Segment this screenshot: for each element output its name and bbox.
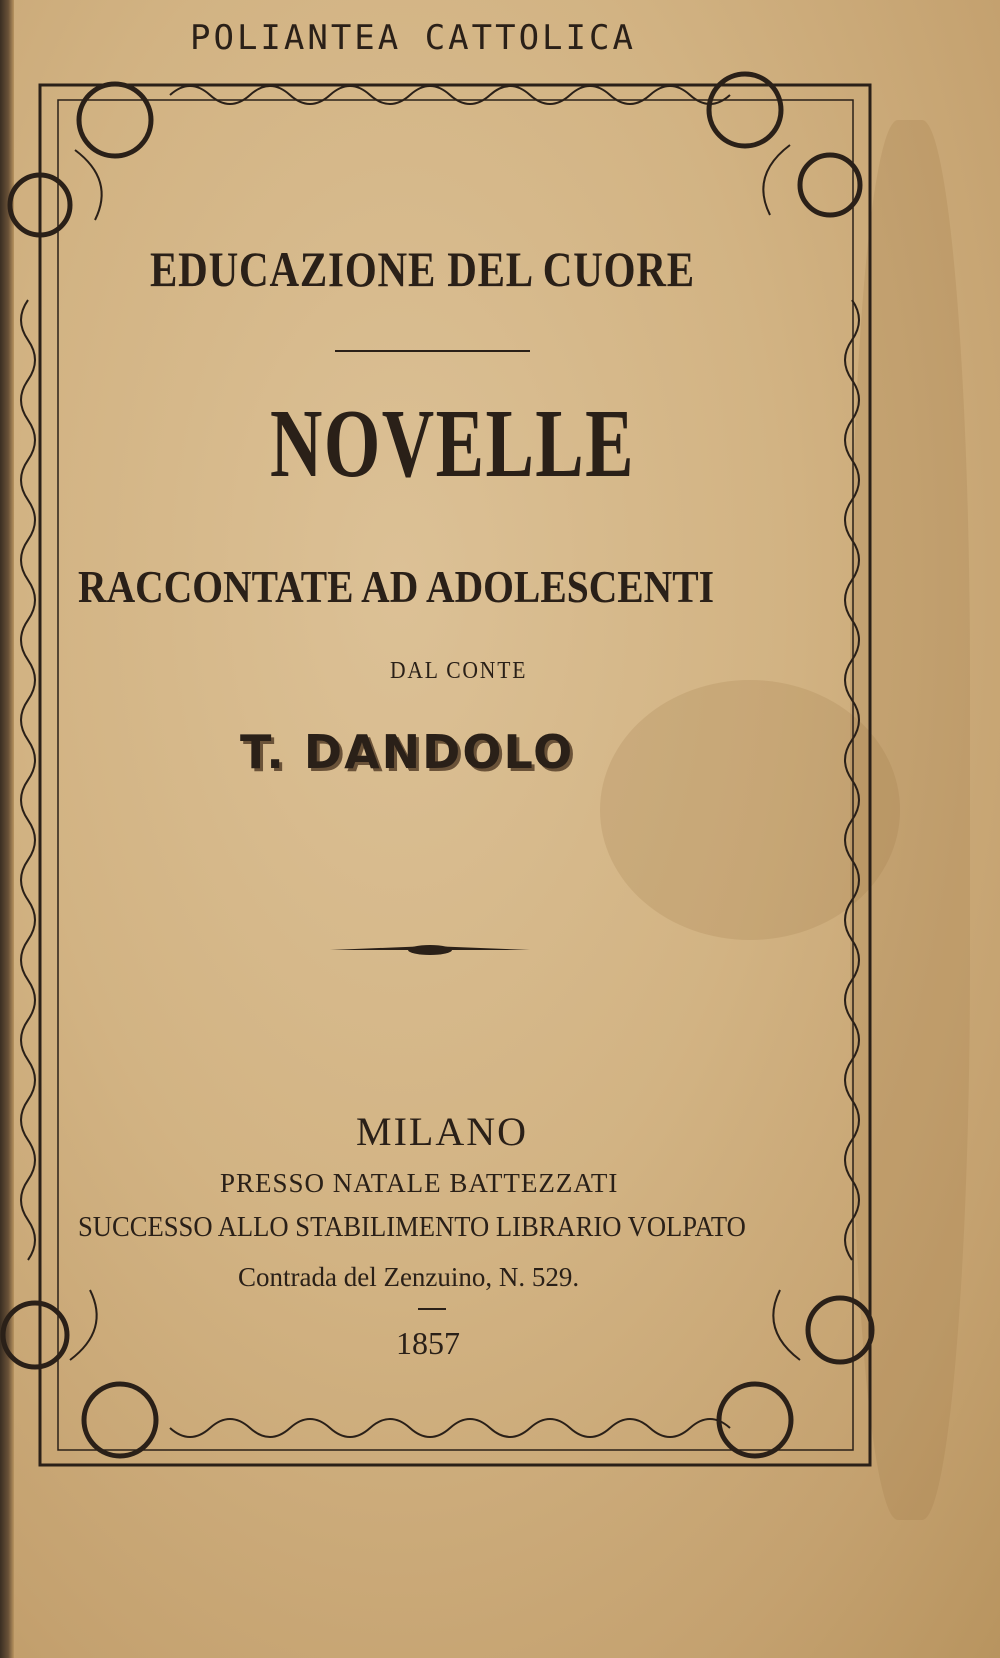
left-vine-band xyxy=(21,300,35,1260)
corner-scroll-bottom-right xyxy=(719,1290,872,1456)
series-title: POLIANTEA CATTOLICA xyxy=(190,18,636,58)
imprint-successor: SUCCESSO ALLO STABILIMENTO LIBRARIO VOLPATO xyxy=(78,1212,746,1243)
book-subtitle: RACCONTATE AD ADOLESCENTI xyxy=(78,561,715,612)
collection-title: EDUCAZIONE DEL CUORE xyxy=(150,241,695,297)
imprint-year: 1857 xyxy=(396,1325,460,1361)
author-name: T. DANDOLO xyxy=(240,725,575,779)
title-rule xyxy=(335,350,530,352)
bottom-scroll-band xyxy=(170,1419,730,1437)
top-scroll-band xyxy=(170,86,730,104)
imprint-address: Contrada del Zenzuino, N. 529. xyxy=(238,1262,580,1292)
flourish-divider xyxy=(330,945,530,955)
by-line: DAL CONTE xyxy=(390,658,528,684)
imprint-city: MILANO xyxy=(356,1109,528,1154)
corner-scroll-top-right xyxy=(709,74,860,215)
corner-scroll-bottom-left xyxy=(3,1290,156,1456)
imprint-publisher: PRESSO NATALE BATTEZZATI xyxy=(220,1168,619,1198)
corner-scroll-top-left xyxy=(10,84,151,235)
right-vine-band xyxy=(845,300,859,1260)
year-rule xyxy=(418,1308,446,1310)
book-title: NOVELLE xyxy=(270,390,635,498)
